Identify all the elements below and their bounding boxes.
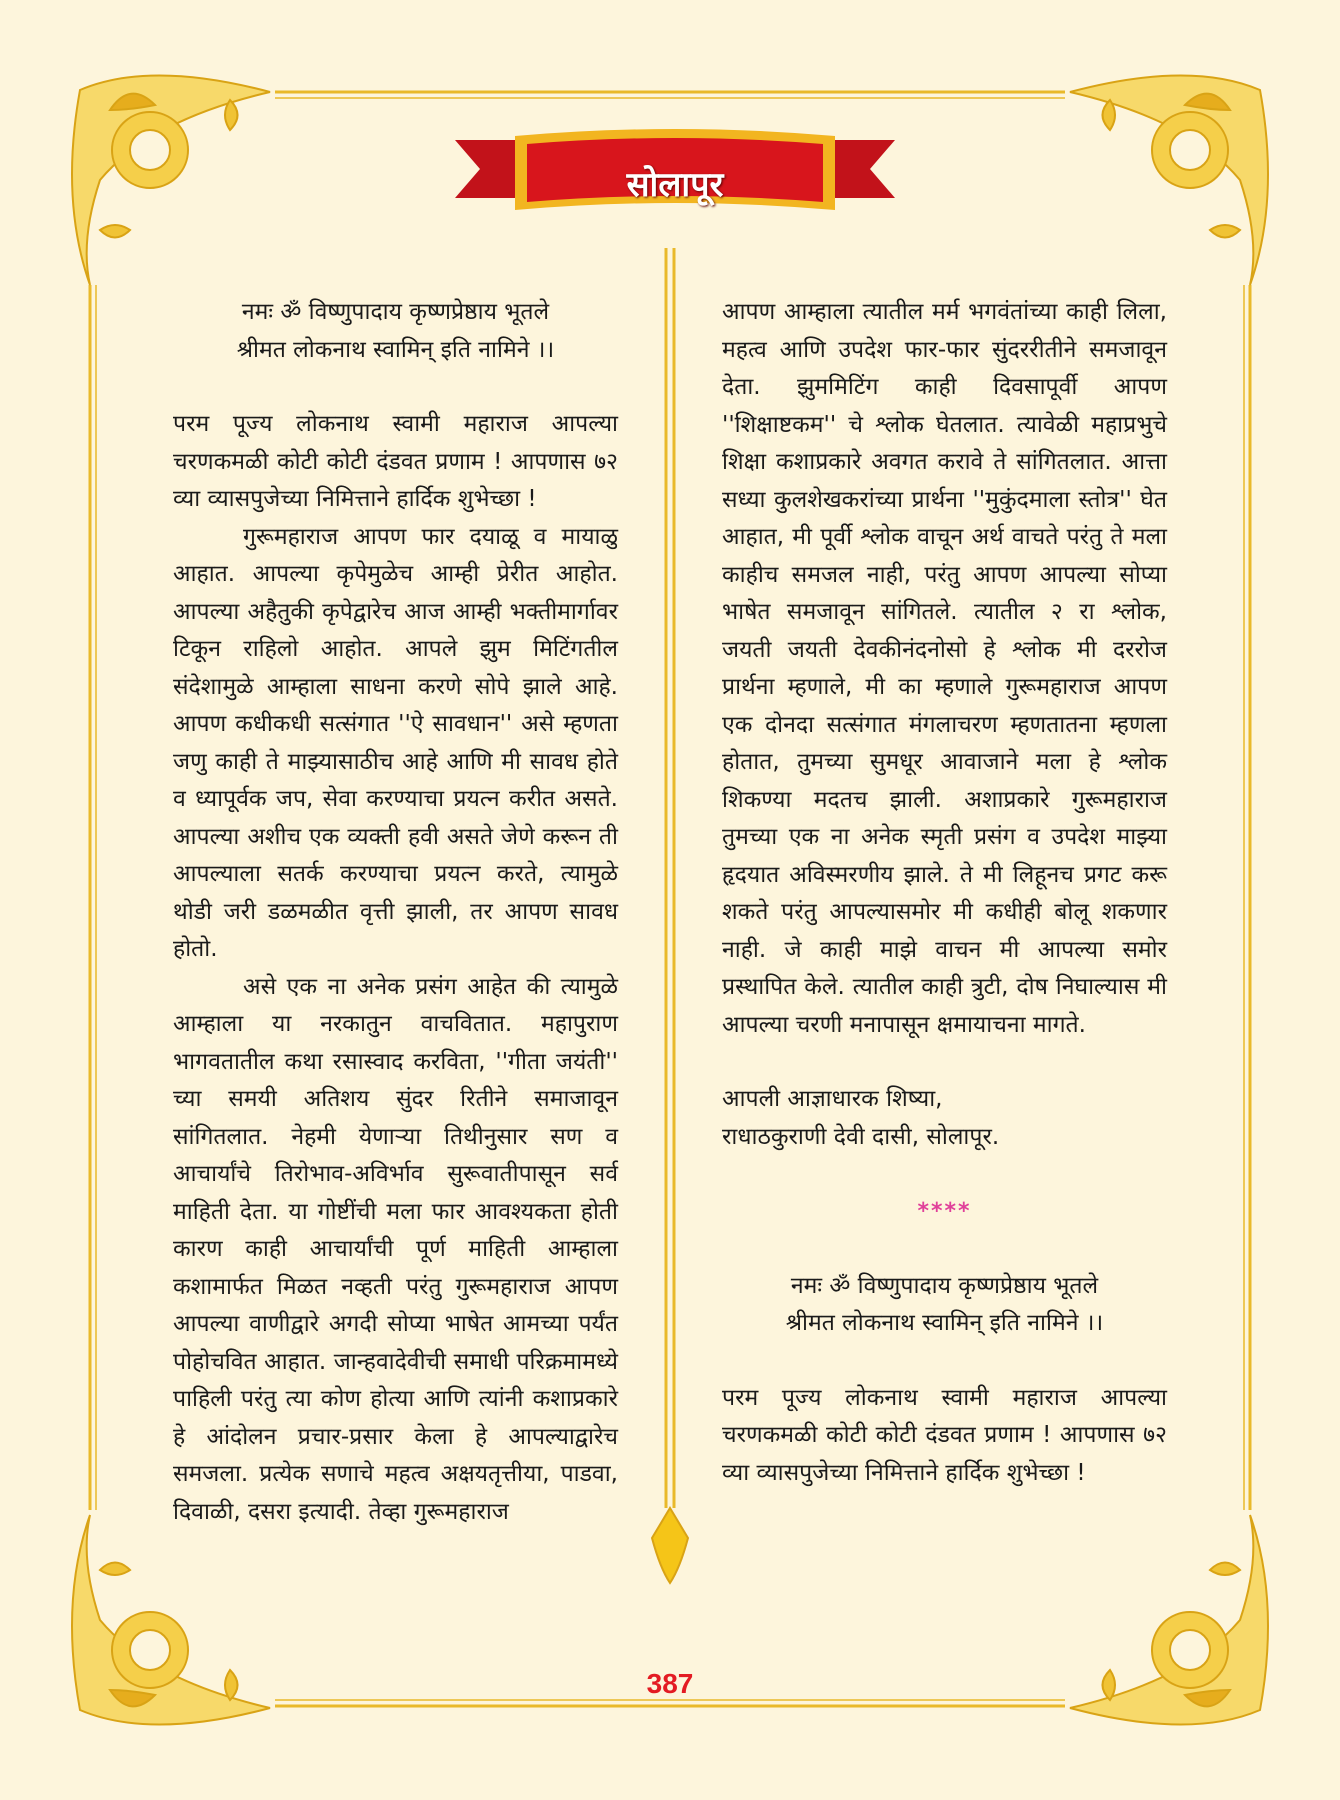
corner-ornament-top-left: [72, 75, 270, 285]
section-separator: ****: [917, 1199, 972, 1224]
paragraph: आपण आम्हाला त्यातील मर्म भगवंतांच्या काही लिला, महत्व आणि उपदेश फार-फार सुंदररीतीने समजावून देता. झुममिटिंग काही दिवसापूर्वी आपण ''शिक्षाष्टकम'' चे श्लोक घेतलात. त्यावेळी महाप्रभुचे शिक्षा कशाप्रकारे अवगत करावे ते सांगितलात. आत्ता सध्या कुलशेखकरांच्या प्रार्थना ''मुकुंदमाला स्तोत्र'' घेत आहात, मी पूर्वी श्लोक वाचून अर्थ वाचते परंतु ते मला काहीच समजल नाही, परंतु आपण आपल्या सोप्या भाषेत समजावून सांगितले. त्यातील २ रा श्लोक, जयती जयती देवकीनंदनोसो हे श्लोक मी दररोज प्रार्थना म्हणाले, मी का म्हणाले गुरूमहाराज आपण एक दोनदा सत्संगात मंगलाचरण म्हणतातना म्हणला होतात, तुमच्या सुमधूर आवाजाने मला हे श्लोक शिकण्या मदतच झाली. अशाप्रकारे गुरूमहाराज तुमच्या एक ना अनेक स्मृती प्रसंग व उपदेश माझ्या हृदयात अविस्मरणीय झाले. ते मी लिहूनच प्रगट करू शकते परंतु आपल्यासमोर मी कधीही बोलू शकणार नाही. जे काही माझे वाचन मी आपल्या समोर प्रस्थापित केले. त्यातील काही त्रुटी, दोष निघाल्यास मी आपल्या चरणी मनापासून क्षमायाचना मागते.: [722, 299, 1167, 1038]
paragraph: असे एक ना अनेक प्रसंग आहेत की त्यामुळे आम्हाला या नरकातुन वाचवितात. महापुराण भागवतातील कथा रसास्वाद करविता, ''गीता जयंती'' च्या समयी अतिशय सुंदर रितीने समाजावून सांगितलात. नेहमी येणाऱ्या तिथीनुसार सण व आचार्यांचे तिरोभाव-अविर्भाव सुरूवातीपासून सर्व माहिती देता. या गोष्टींची मला फार आवश्यकता होती कारण काही आचार्यांची पूर्ण माहिती आम्हाला कशामार्फत मिळत नव्हती परंतु गुरूमहाराज आपण आपल्या वाणीद्वारे अगदी सोप्या भाषेत आमच्या पर्यंत पोहोचवित आहात. जान्हवादेवीची समाधी परिक्रमामध्ये पाहिली परंतु त्या कोण होत्या आणि त्यांनी कशाप्रकारे हे आंदोलन प्रचार-प्रसार केला हे आपल्याद्वारेच समजला. प्रत्येक सणाचे महत्व अक्षयतृत्तीया, पाडवा, दिवाळी, दसरा इत्यादी. तेव्हा गुरूमहाराज: [173, 973, 618, 1525]
page-number: 387: [646, 1668, 694, 1699]
corner-ornament-bottom-left: [72, 1515, 270, 1725]
invocation-line: नमः ॐ विष्णुपादाय कृष्णप्रेष्ठाय भूतले: [241, 299, 550, 325]
invocation-line: नमः ॐ विष्णुपादाय कृष्णप्रेष्ठाय भूतले: [790, 1272, 1099, 1299]
invocation-line: श्रीमत लोकनाथ स्वामिन् इति नामिने ।।: [236, 336, 555, 363]
left-column: [173, 294, 618, 1531]
corner-ornament-bottom-right: [1070, 1515, 1268, 1725]
paragraph: गुरूमहाराज आपण फार दयाळू व मायाळु आहात. आपल्या कृपेमुळेच आम्ही प्रेरीत आहोत. आपल्या अहैतुकी कृपेद्वारेच आज आम्ही भक्तीमार्गावर टिकून राहिलो आहोत. आपले झुम मिटिंगतील संदेशामुळे आम्हाला साधना करणे सोपे झाले आहे. आपण कधीकधी सत्संगात ''ऐ सावधान'' असे म्हणता जणु काही ते माझ्यासाठीच आहे आणि मी सावध होते व ध्यापूर्वक जप, सेवा करण्याचा प्रयत्न करीत असते. आपल्या अशीच एक व्यक्ती हवी असते जेणे करून ती आपल्याला सतर्क करण्याचा प्रयत्न करते, त्यामुळे थोडी जरी डळमळीत वृत्ती झाली, तर आपण सावध होतो.: [173, 523, 618, 962]
signoff-line: आपली आज्ञाधारक शिष्या,: [722, 1086, 943, 1112]
paragraph: परम पूज्य लोकनाथ स्वामी महाराज आपल्या चरणकमळी कोटी कोटी दंडवत प्रणाम ! आपणास ७२ व्या व्यासपुजेच्या निमित्ताने हार्दिक शुभेच्छा !: [722, 1384, 1167, 1486]
column-divider: [640, 248, 700, 1588]
invocation-line: श्रीमत लोकनाथ स्वामिन् इति नामिने ।।: [785, 1310, 1104, 1336]
page-title: सोलापूर: [626, 165, 724, 205]
signoff-line: राधाठकुराणी देवी दासी, सोलापूर.: [722, 1123, 1000, 1150]
corner-ornament-top-right: [1070, 75, 1268, 285]
paragraph: परम पूज्य लोकनाथ स्वामी महाराज आपल्या चरणकमळी कोटी कोटी दंडवत प्रणाम ! आपणास ७२ व्या व्यासपुजेच्या निमित्ताने हार्दिक शुभेच्छा !: [173, 411, 618, 512]
right-column: [722, 294, 1167, 1492]
